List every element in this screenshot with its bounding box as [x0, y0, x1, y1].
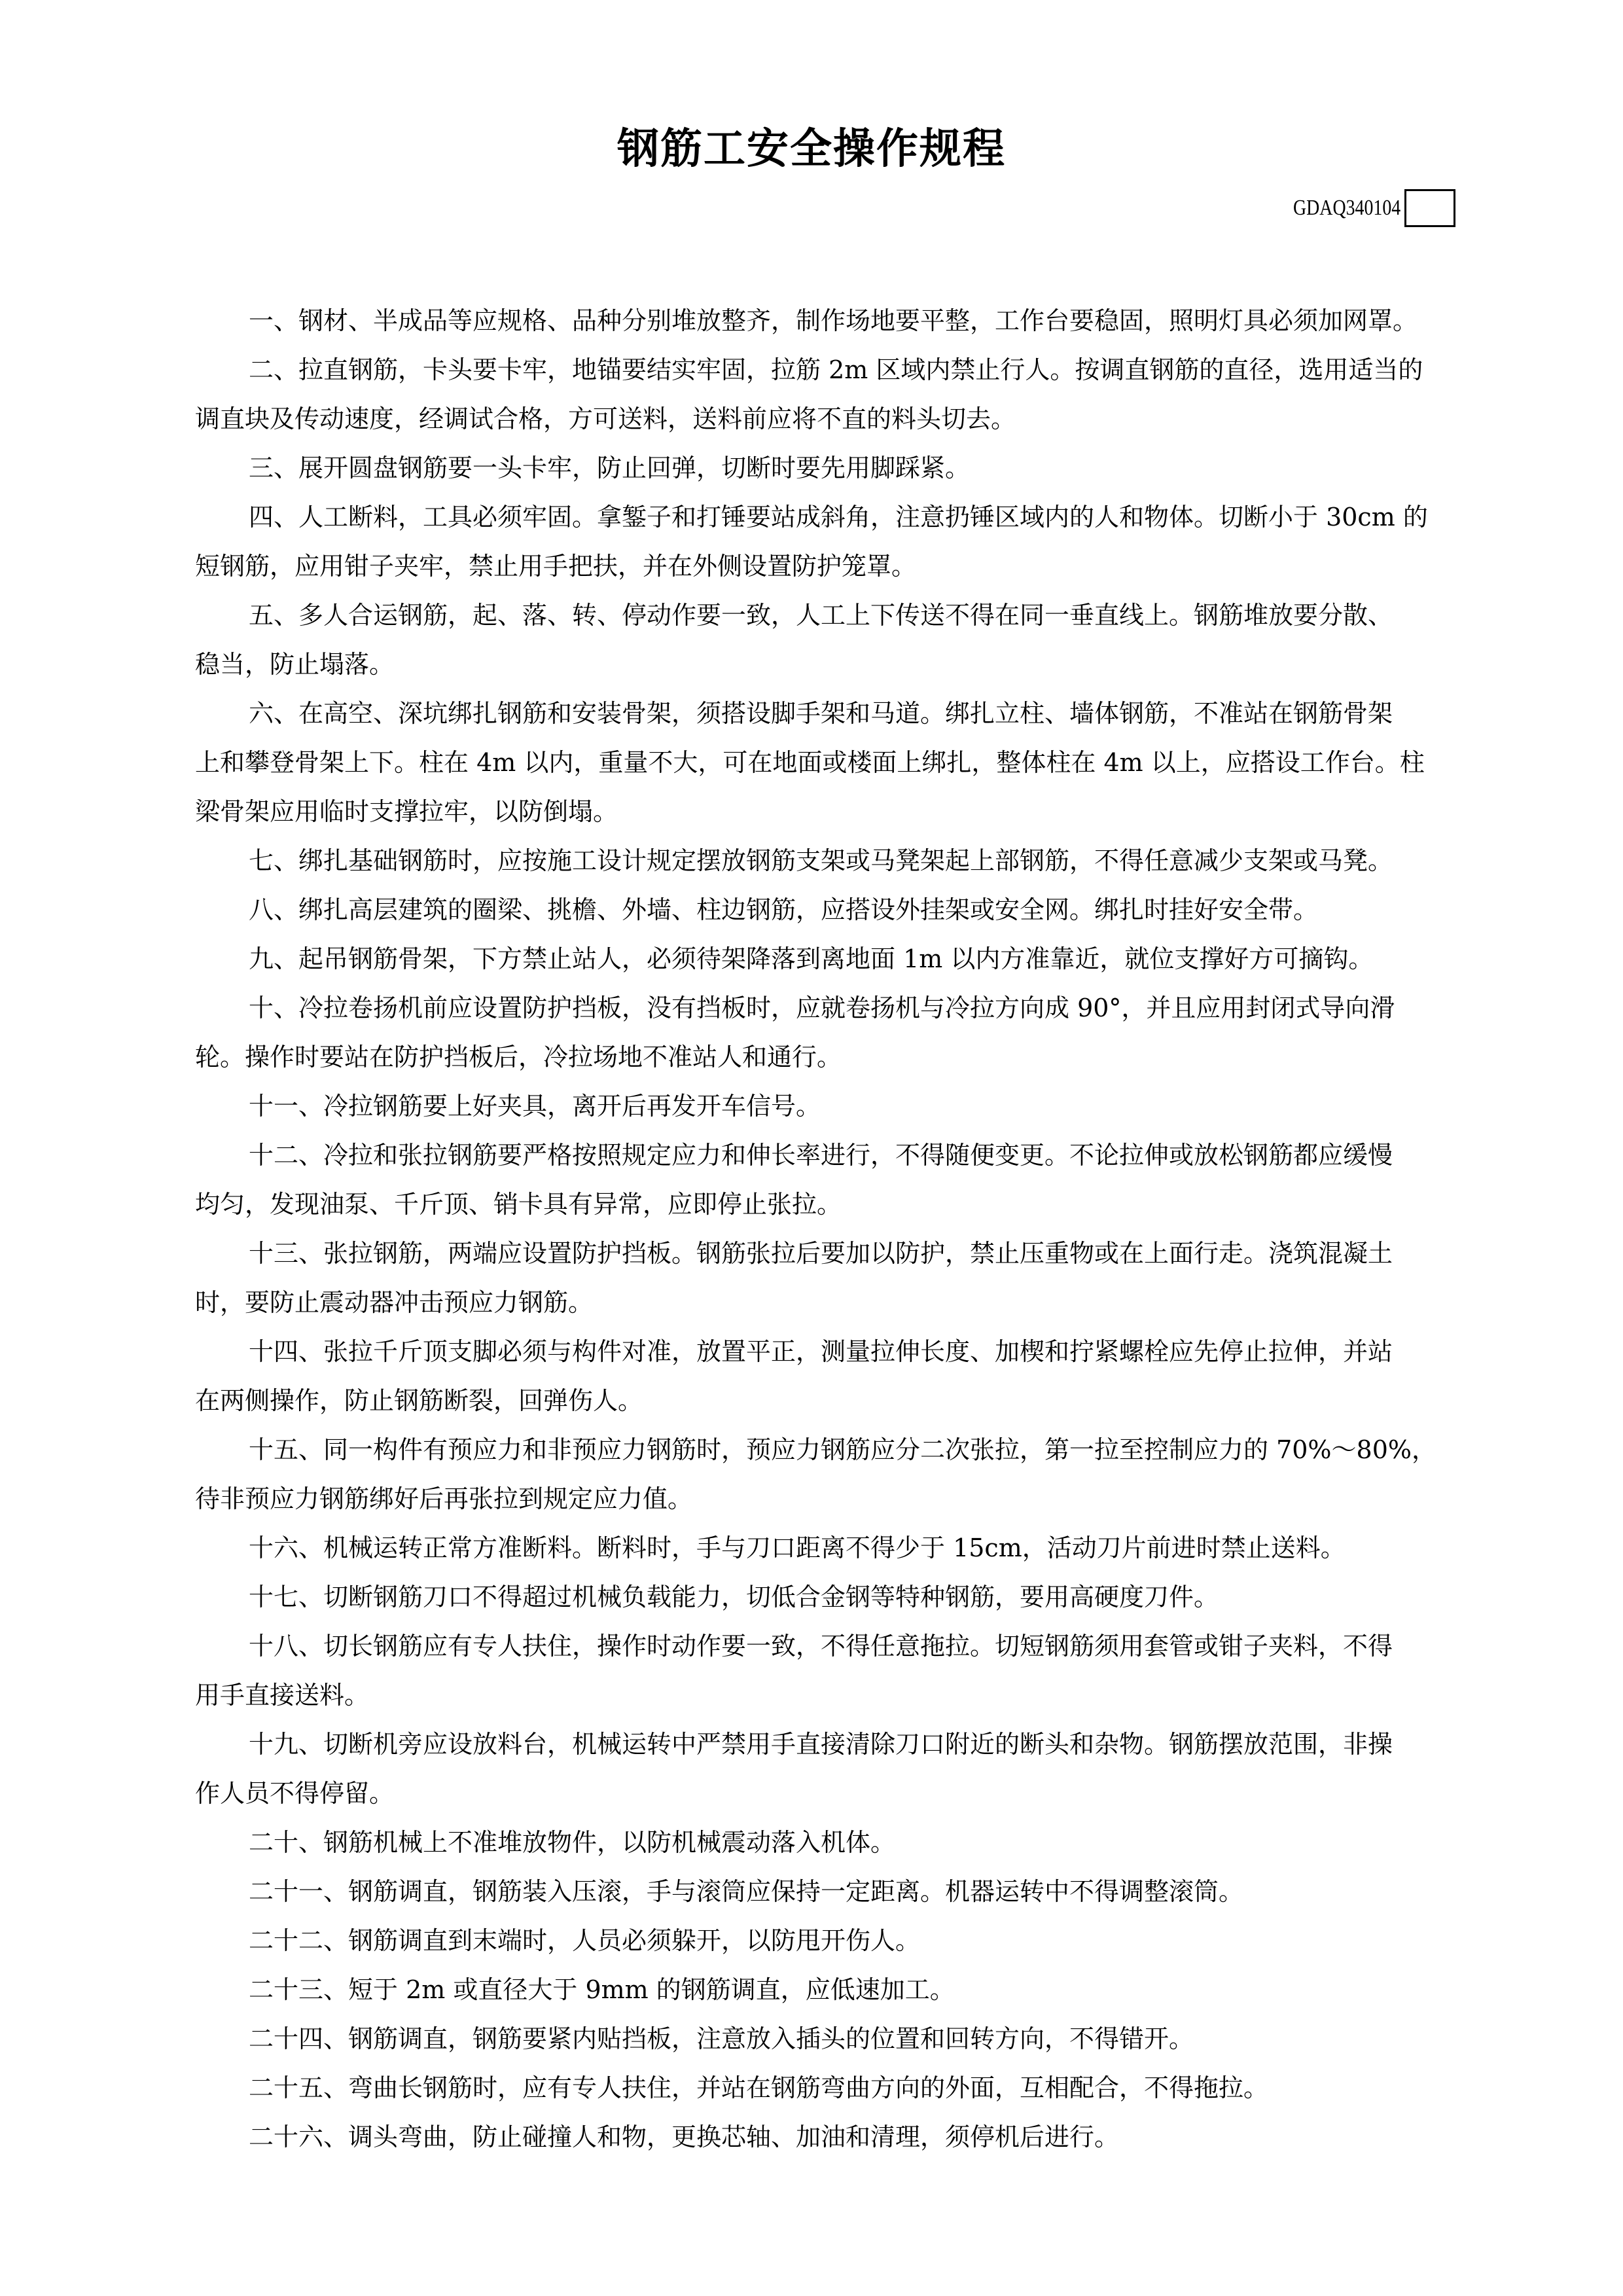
- clause-line-continuation: 轮。操作时要站在防护挡板后，冷拉场地不准站人和通行。: [195, 1043, 842, 1071]
- clause-line-start: 二十六、调头弯曲，防止碰撞人和物，更换芯轴、加油和清理，须停机后进行。: [249, 2123, 1120, 2151]
- clause-line-start: 二十四、钢筋调直，钢筋要紧内贴挡板，注意放入插头的位置和回转方向，不得错开。: [249, 2024, 1194, 2053]
- clause-line-start: 二十三、短于 2m 或直径大于 9mm 的钢筋调直，应低速加工。: [249, 1975, 955, 2004]
- clause-line-start: 十三、张拉钢筋，两端应设置防护挡板。钢筋张拉后要加以防护，禁止压重物或在上面行走。浇筑混凝土: [249, 1239, 1393, 1268]
- clause-line-start: 九、起吊钢筋骨架，下方禁止站人，必须待架降落到离地面 1m 以内方准靠近，就位支撑好方可摘钩。: [249, 944, 1374, 973]
- clause-line-start: 十四、张拉千斤顶支脚必须与构件对准，放置平正，测量拉伸长度、加楔和拧紧螺栓应先停止拉伸，并站: [249, 1337, 1393, 1366]
- clause-line-start: 十七、切断钢筋刀口不得超过机械负载能力，切低合金钢等特种钢筋，要用高硬度刀件。: [249, 1583, 1219, 1611]
- clause-line-continuation: 在两侧操作，防止钢筋断裂，回弹伤人。: [195, 1386, 643, 1415]
- clause-line-start: 十九、切断机旁应设放料台，机械运转中严禁用手直接清除刀口附近的断头和杂物。钢筋摆放范围，非操: [249, 1730, 1393, 1759]
- clause-line-start: 十二、冷拉和张拉钢筋要严格按照规定应力和伸长率进行，不得随便变更。不论拉伸或放松钢筋都应缓慢: [249, 1141, 1393, 1170]
- clause-line-start: 三、展开圆盘钢筋要一头卡牢，防止回弹，切断时要先用脚踩紧。: [249, 454, 971, 482]
- regulation-body: [195, 301, 1503, 2166]
- clause-line-start: 二十、钢筋机械上不准堆放物件，以防机械震动落入机体。: [249, 1828, 896, 1857]
- document-code-block: [1270, 188, 1455, 228]
- clause-line-continuation: 作人员不得停留。: [195, 1779, 395, 1808]
- clause-line-continuation: 稳当，防止塌落。: [195, 650, 395, 679]
- clause-line-continuation: 均匀，发现油泵、千斤顶、销卡具有异常，应即停止张拉。: [195, 1190, 842, 1219]
- clause-line-continuation: 调直块及传动速度，经调试合格，方可送料，送料前应将不直的料头切去。: [195, 404, 1016, 433]
- revision-box: [1404, 189, 1455, 227]
- clause-line-start: 七、绑扎基础钢筋时，应按施工设计规定摆放钢筋支架或马凳架起上部钢筋，不得任意减少支架或马凳。: [249, 846, 1393, 875]
- clause-line-start: 二十五、弯曲长钢筋时，应有专人扶住，并站在钢筋弯曲方向的外面，互相配合，不得拖拉。: [249, 2073, 1269, 2102]
- clause-line-continuation: 待非预应力钢筋绑好后再张拉到规定应力值。: [195, 1484, 693, 1513]
- clause-line-continuation: 用手直接送料。: [195, 1681, 370, 1710]
- clause-line-start: 二十二、钢筋调直到末端时，人员必须躲开，以防甩开伤人。: [249, 1926, 921, 1955]
- clause-line-start: 十八、切长钢筋应有专人扶住，操作时动作要一致，不得任意拖拉。切短钢筋须用套管或钳子夹料，不得: [249, 1632, 1393, 1660]
- clause-line-continuation: 时，要防止震动器冲击预应力钢筋。: [195, 1288, 594, 1317]
- document-title: 钢筋工安全操作规程: [617, 125, 1006, 173]
- clause-line-start: 八、绑扎高层建筑的圈梁、挑檐、外墙、柱边钢筋，应搭设外挂架或安全网。绑扎时挂好安全带。: [249, 895, 1319, 924]
- clause-line-start: 十一、冷拉钢筋要上好夹具，离开后再发开车信号。: [249, 1092, 821, 1121]
- clause-line-start: 六、在高空、深坑绑扎钢筋和安装骨架，须搭设脚手架和马道。绑扎立柱、墙体钢筋，不准站在钢筋骨架: [249, 699, 1393, 728]
- clause-line-start: 五、多人合运钢筋，起、落、转、停动作要一致，人工上下传送不得在同一垂直线上。钢筋堆放要分散、: [249, 601, 1393, 630]
- clause-line-start: 十、冷拉卷扬机前应设置防护挡板，没有挡板时，应就卷扬机与冷拉方向成 90°，并且应用封闭式导向滑: [249, 994, 1395, 1022]
- clause-line-start: 十五、同一构件有预应力和非预应力钢筋时，预应力钢筋应分二次张拉，第一拉至控制应力的 70%～80%，: [249, 1435, 1437, 1464]
- clause-line-continuation: 上和攀登骨架上下。柱在 4m 以内，重量不大，可在地面或楼面上绑扎，整体柱在 4m 以上，应搭设工作台。柱: [195, 748, 1425, 777]
- clause-line-continuation: 短钢筋，应用钳子夹牢，禁止用手把扶，并在外侧设置防护笼罩。: [195, 552, 917, 581]
- document-code: GDAQ340104: [1293, 196, 1400, 220]
- clause-line-start: 一、钢材、半成品等应规格、品种分别堆放整齐，制作场地要平整，工作台要稳固，照明灯具必须加网罩。: [249, 306, 1418, 335]
- clause-line-start: 二十一、钢筋调直，钢筋装入压滚，手与滚筒应保持一定距离。机器运转中不得调整滚筒。: [249, 1877, 1244, 1906]
- clause-line-start: 十六、机械运转正常方准断料。断料时，手与刀口距离不得少于 15cm，活动刀片前进时禁止送料。: [249, 1534, 1346, 1562]
- clause-line-start: 二、拉直钢筋，卡头要卡牢，地锚要结实牢固，拉筋 2m 区域内禁止行人。按调直钢筋的直径，选用适当的: [249, 355, 1423, 384]
- clause-line-continuation: 梁骨架应用临时支撑拉牢，以防倒塌。: [195, 797, 618, 826]
- clause-line-start: 四、人工断料，工具必须牢固。拿錾子和打锤要站成斜角，注意扔锤区域内的人和物体。切断小于 30cm 的: [249, 503, 1428, 531]
